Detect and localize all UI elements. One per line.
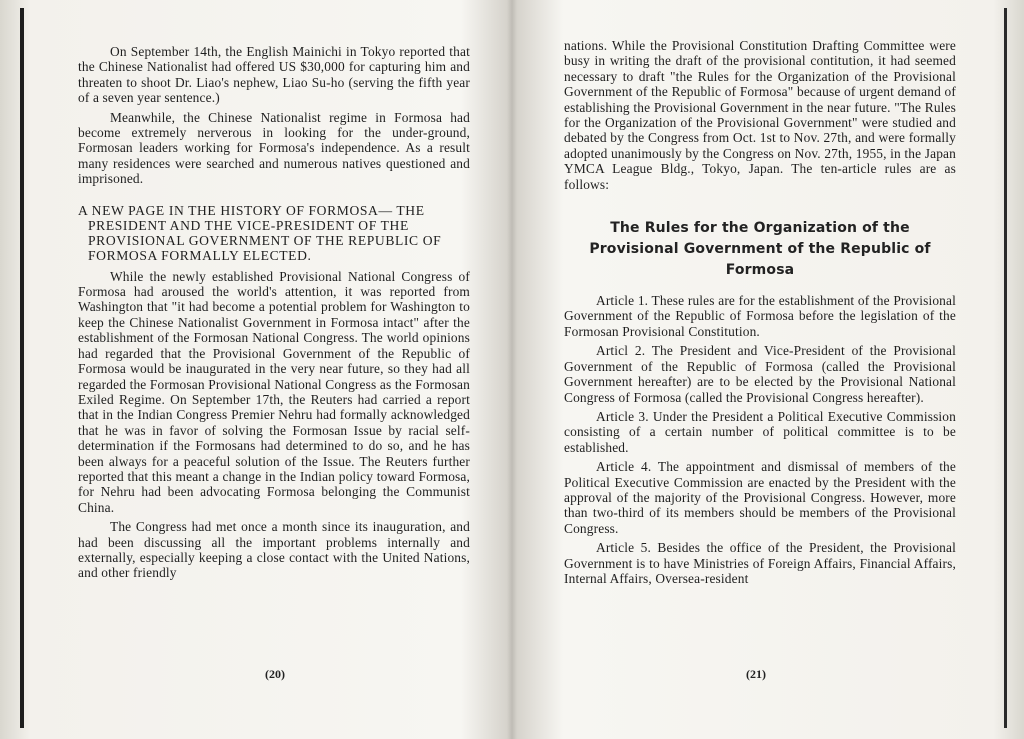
article-4: Article 4. The appointment and dismissal of members of the Political Executive Commission are enacted by the President with the approval of the majority of the Provisional Congress. However, more than two-third of its members should be members of the Provisional Congress. bbox=[564, 459, 956, 536]
article-3: Article 3. Under the President a Political Executive Commission consisting of a certain number of political committee is to be established. bbox=[564, 408, 956, 455]
article-1: Article 1. These rules are for the establishment of the Provisional Government of the Republic of Formosa before the legislation of the Formosan Provisional Constitution. bbox=[564, 293, 956, 339]
page-edge-shadow bbox=[20, 8, 24, 728]
article-2: Articl 2. The President and Vice-President of the Provisional Government of the Republic of Formosa (called the Provisional Government hereafter) are to be elected by the Provisional National Congress of Formosa (called the Provisional Congress hereafter). bbox=[564, 343, 956, 405]
paragraph: nations. While the Provisional Constitution Drafting Committee were busy in writing the draft of the provisional contitution, it had seemed necessary to draft "the Rules for the Organization of the Provisional Government of the Republic of Formosa" because of urgent demand of establishing the Provisional Government in the near future. "The Rules for the Organization of the Provisional Government" were studied and debated by the Congress from Oct. 1st to Nov. 27th, and were formally adopted unanimously by the Congress on Nov. 27th, 1955, in the Japan YMCA League Bldg., Tokyo, Japan. The ten-article rules are as follows: bbox=[564, 38, 956, 192]
left-page-text bbox=[78, 44, 470, 585]
section-heading: A NEW PAGE IN THE HISTORY OF FORMOSA— THE PRESIDENT AND THE VICE-PRESIDENT OF THE PROVISIONAL GOVERNMENT OF THE REPUBLIC OF FORMOSA FORMALLY ELECTED. bbox=[78, 202, 442, 263]
paragraph: Meanwhile, the Chinese Nationalist regime in Formosa had become extremely nerverous in looking for the under-ground, Formosan leaders working for Formosa's independence. As a result many residences were searched and numerous natives questioned and imprisoned. bbox=[78, 109, 470, 187]
paragraph: On September 14th, the English Mainichi in Tokyo reported that the Chinese Nationalist had offered US $30,000 for capturing him and threaten to shoot Dr. Liao's nephew, Liao Su-ho (serving the fifth year of a seven year sentence.) bbox=[78, 44, 470, 106]
right-page bbox=[514, 0, 1024, 739]
page-edge-shadow bbox=[1004, 8, 1007, 728]
rules-title: The Rules for the Organization of the Provisional Government of the Republic of Formosa bbox=[589, 220, 931, 279]
left-page bbox=[0, 0, 510, 739]
paragraph: The Congress had met once a month since its inauguration, and had been discussing all the important problems internally and externally, especially keeping a close contact with the United Nations, and other friendly bbox=[78, 519, 470, 581]
paragraph: While the newly established Provisional National Congress of Formosa had aroused the world's attention, it was reported from Washington that "it had become a potential problem for Washington to keep the Chinese Nationalist Government in Formosa intact" after the establishment of the Formosan National Congress. The world opinions had regarded that the Provisional Government of the Republic of Formosa would be inaugurated in the very near future, so they had all regarded the Formosan Provisional National Congress as the Formosan Exiled Regime. On September 17th, the Reuters had carried a report that in the Indian Congress Premier Nehru had formally acknowledged that he was in favor of solving the Formosan Issue by racial self-determination if the Formosans had determined to do so, and he has been always for a peaceful solution of the Issue. The Reuters further reported that this meant a change in the Indian policy toward Formosa, for Nehru had been advocating Formosa belonging the Communist China. bbox=[78, 268, 470, 515]
page-number: (21) bbox=[746, 667, 766, 681]
right-page-text bbox=[564, 38, 956, 590]
article-5: Article 5. Besides the office of the President, the Provisional Government is to have Ministries of Foreign Affairs, Financial Affairs, Internal Affairs, Oversea-resident bbox=[564, 540, 956, 586]
page-number: (20) bbox=[265, 667, 285, 681]
